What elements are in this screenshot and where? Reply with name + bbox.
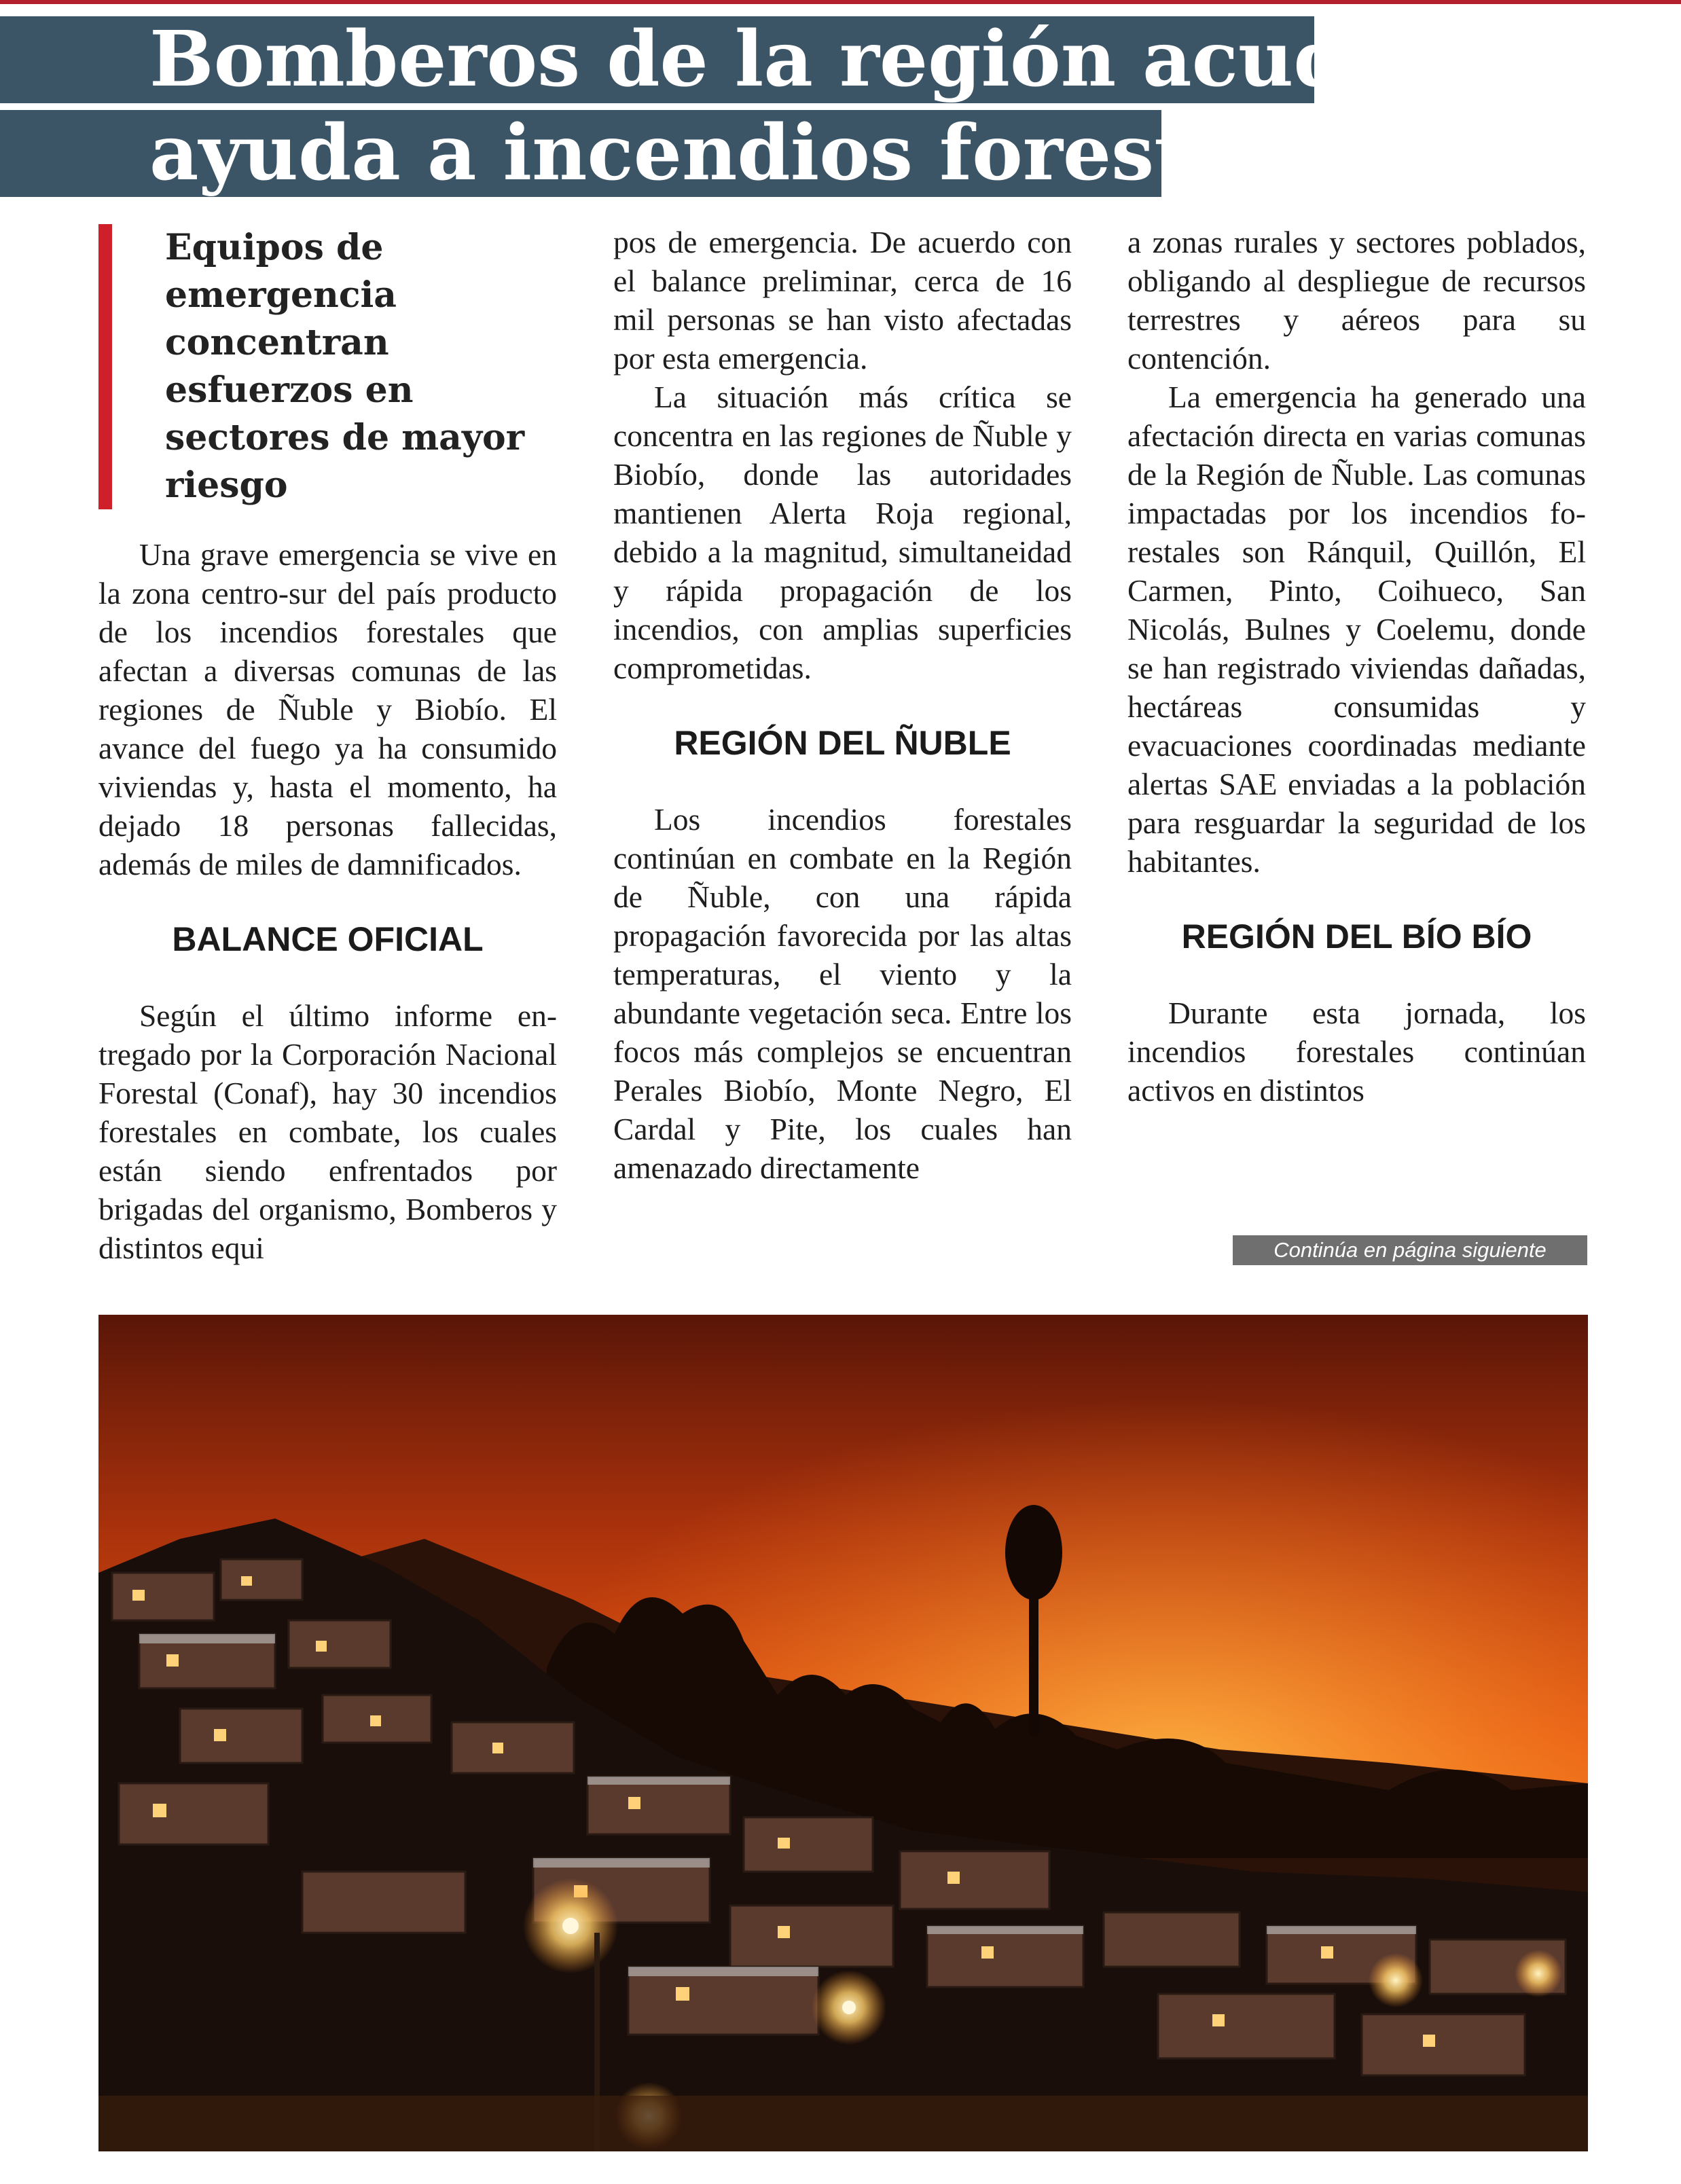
column-3: [1127, 223, 1586, 1110]
nuble-paragraph: Los incendios forestales continúan en combate en la Región de Ñuble, con una rápida propagación favorecida por las altas temperaturas, el viento y la abundante vegetación seca. Entre los focos más complejos se encuentran Perales Biobío, Monte Negro, El Cardal y Pite, los cuales han amenazado directamente: [613, 802, 1072, 1185]
top-rule: [0, 0, 1681, 4]
headline-line-2: ayuda a incendios forestales: [0, 110, 1161, 197]
subhead-region-nuble: REGIÓN DEL ÑUBLE: [674, 724, 1011, 762]
headline-line-1: Bomberos de la región acuden en: [0, 16, 1314, 103]
subhead-region-biobio: REGIÓN DEL BÍO BÍO: [1181, 917, 1532, 956]
wildfire-night-hillside-image: [98, 1315, 1588, 2151]
intro-paragraph: Una grave emergencia se vive en la zona centro-sur del país producto de los incendios forestales que afectan a diversas comunas de las regiones de Ñuble y Biobío. El avance del fuego ya ha consumido viviendas y, hasta el momento, ha dejado 18 personas fallecidas, además de miles de damnificados.: [98, 537, 557, 881]
deck-subtitle: Equipos de emergencia concentran esfuerzos en sectores de mayor riesgo: [98, 224, 559, 509]
continued-paragraph: pos de emergencia. De acuerdo con el balance preliminar, cerca de 16 mil personas se han visto afectadas por esta emergencia.: [613, 225, 1072, 376]
continued-paragraph: a zonas rurales y sectores poblados, obligando al despliegue de recursos terrestres y aéreos para su contención.: [1127, 225, 1586, 376]
continue-next-page-tag: Continúa en página siguiente: [1233, 1235, 1587, 1265]
critical-paragraph: La situación más crítica se concentra en las regiones de Ñuble y Biobío, donde las autoridades mantienen Alerta Roja regional, debido a la magnitud, simultaneidad y rápida propagación de los incendios, con amplias superficies comprometidas.: [613, 380, 1072, 685]
subhead-balance-oficial: BALANCE OFICIAL: [172, 920, 484, 958]
column-2: [613, 223, 1072, 1187]
biobio-paragraph: Durante esta jornada, los incendios forestales continúan activos en distintos: [1127, 996, 1586, 1108]
column-1: [98, 224, 557, 1267]
balance-paragraph: Según el último informe entregado por la Corporación Nacional Forestal (Conaf), hay 30 incendios forestales en combate, los cuales están siendo enfrentados por brigadas del organismo, Bomberos y distintos equi: [98, 998, 557, 1265]
affected-communes-paragraph: La emergencia ha generado una afectación directa en varias comunas de la Región de Ñuble. Las comunas impactadas por los incendios forestales son Ránquil, Quillón, El Carmen, Pinto, Coihueco, San Nicolás, Bulnes y Coelemu, donde se han registrado viviendas dañadas, hectáreas consumidas y evacuaciones coordinadas mediante alertas SAE enviadas a la población para resguardar la seguridad de los habitantes.: [1127, 380, 1586, 879]
wildfire-photo: [98, 1315, 1588, 2151]
